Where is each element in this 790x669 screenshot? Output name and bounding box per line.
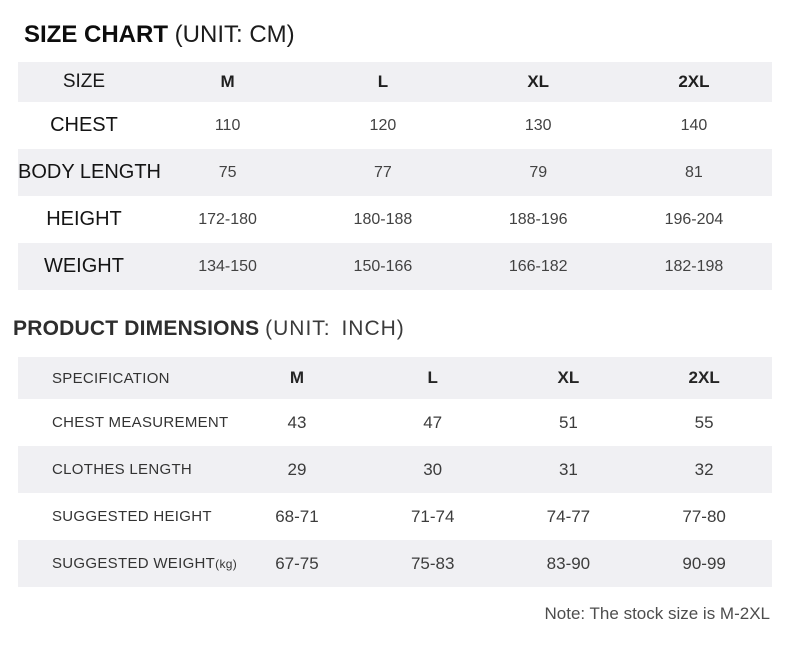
- row-label: BODY LENGTH: [18, 161, 161, 183]
- table-row-clothes-length: [18, 446, 772, 493]
- spec-col-xl: XL: [557, 368, 580, 387]
- row-label: [18, 446, 229, 493]
- cell-value: 55: [694, 412, 714, 432]
- size-chart-title-unit: (UNIT: CM): [174, 21, 295, 48]
- row-label: CHEST: [50, 114, 118, 136]
- cell-value: 79: [529, 163, 548, 181]
- cell-value: 32: [694, 459, 714, 479]
- spec-col-2xl: 2XL: [688, 368, 720, 387]
- cell-value: 172-180: [198, 210, 257, 228]
- row-label: [18, 493, 229, 540]
- spec-col-l: L: [427, 368, 438, 387]
- size-chart-title: [24, 20, 772, 49]
- cell-value: 29: [287, 459, 307, 479]
- cell-value: 110: [214, 116, 241, 134]
- cell-value: 75: [218, 163, 237, 181]
- stock-size-note: Note: The stock size is M-2XL: [544, 604, 770, 623]
- specification-header-label: SPECIFICATION: [52, 369, 170, 387]
- cell-value: 90-99: [682, 553, 726, 573]
- cell-value: 67-75: [275, 553, 319, 573]
- size-col-2xl: 2XL: [678, 72, 710, 91]
- cell-value: 188-196: [508, 210, 568, 228]
- table-row-weight: [18, 243, 772, 290]
- row-label-text: CHEST MEASUREMENT: [52, 414, 229, 431]
- product-dimensions-title-unit: (UNIT: INCH): [265, 317, 405, 340]
- product-dimensions-header-row: [18, 357, 772, 399]
- row-label-text: SUGGESTED WEIGHT: [52, 555, 216, 572]
- size-col-m: M: [220, 72, 235, 91]
- cell-value: 75-83: [410, 553, 455, 573]
- cell-value: 196-204: [664, 210, 724, 228]
- cell-value: 120: [369, 116, 397, 134]
- cell-value: 182-198: [664, 257, 724, 275]
- table-row-chest-measurement: [18, 399, 772, 446]
- row-label-suffix: (kg): [215, 557, 238, 571]
- row-label-text: SUGGESTED HEIGHT: [52, 508, 212, 525]
- row-label: [18, 540, 238, 587]
- cell-value: 30: [423, 459, 443, 479]
- cell-value: 47: [423, 412, 443, 432]
- table-row-suggested-height: [18, 493, 772, 540]
- cell-value: 31: [558, 459, 578, 479]
- cell-value: 180-188: [353, 210, 413, 228]
- product-dimensions-table: [18, 357, 772, 587]
- cell-value: 71-74: [410, 506, 455, 526]
- cell-value: 130: [524, 116, 552, 134]
- row-label-text: CLOTHES LENGTH: [52, 461, 193, 478]
- row-label: WEIGHT: [43, 255, 124, 277]
- size-col-xl: XL: [527, 72, 550, 91]
- spec-col-m: M: [289, 368, 305, 387]
- product-dimensions-title: [13, 316, 772, 342]
- cell-value: 140: [680, 116, 708, 134]
- table-row-suggested-weight: [18, 540, 772, 587]
- cell-value: 166-182: [508, 257, 568, 275]
- table-row-height: [18, 196, 772, 243]
- size-chart-table: [18, 62, 772, 290]
- cell-value: 81: [685, 163, 703, 181]
- cell-value: 74-77: [546, 506, 591, 526]
- cell-value: 77: [374, 163, 392, 181]
- cell-value: 134-150: [198, 257, 257, 275]
- cell-value: 51: [558, 412, 578, 432]
- cell-value: 83-90: [546, 553, 591, 573]
- size-chart-page: [0, 20, 790, 624]
- table-row-chest: [18, 102, 772, 149]
- cell-value: 77-80: [682, 506, 726, 526]
- size-chart-title-text: SIZE CHART: [24, 21, 168, 48]
- size-col-l: L: [377, 72, 389, 91]
- table-row-body-length: [18, 149, 772, 196]
- size-chart-header-row: [18, 62, 772, 102]
- cell-value: 68-71: [275, 506, 319, 526]
- row-label: [18, 399, 229, 446]
- cell-value: 150-166: [353, 257, 413, 275]
- product-dimensions-title-text: PRODUCT DIMENSIONS: [13, 317, 260, 340]
- cell-value: 43: [287, 412, 307, 432]
- row-label: HEIGHT: [46, 208, 122, 230]
- size-chart-header-label: SIZE: [62, 71, 106, 92]
